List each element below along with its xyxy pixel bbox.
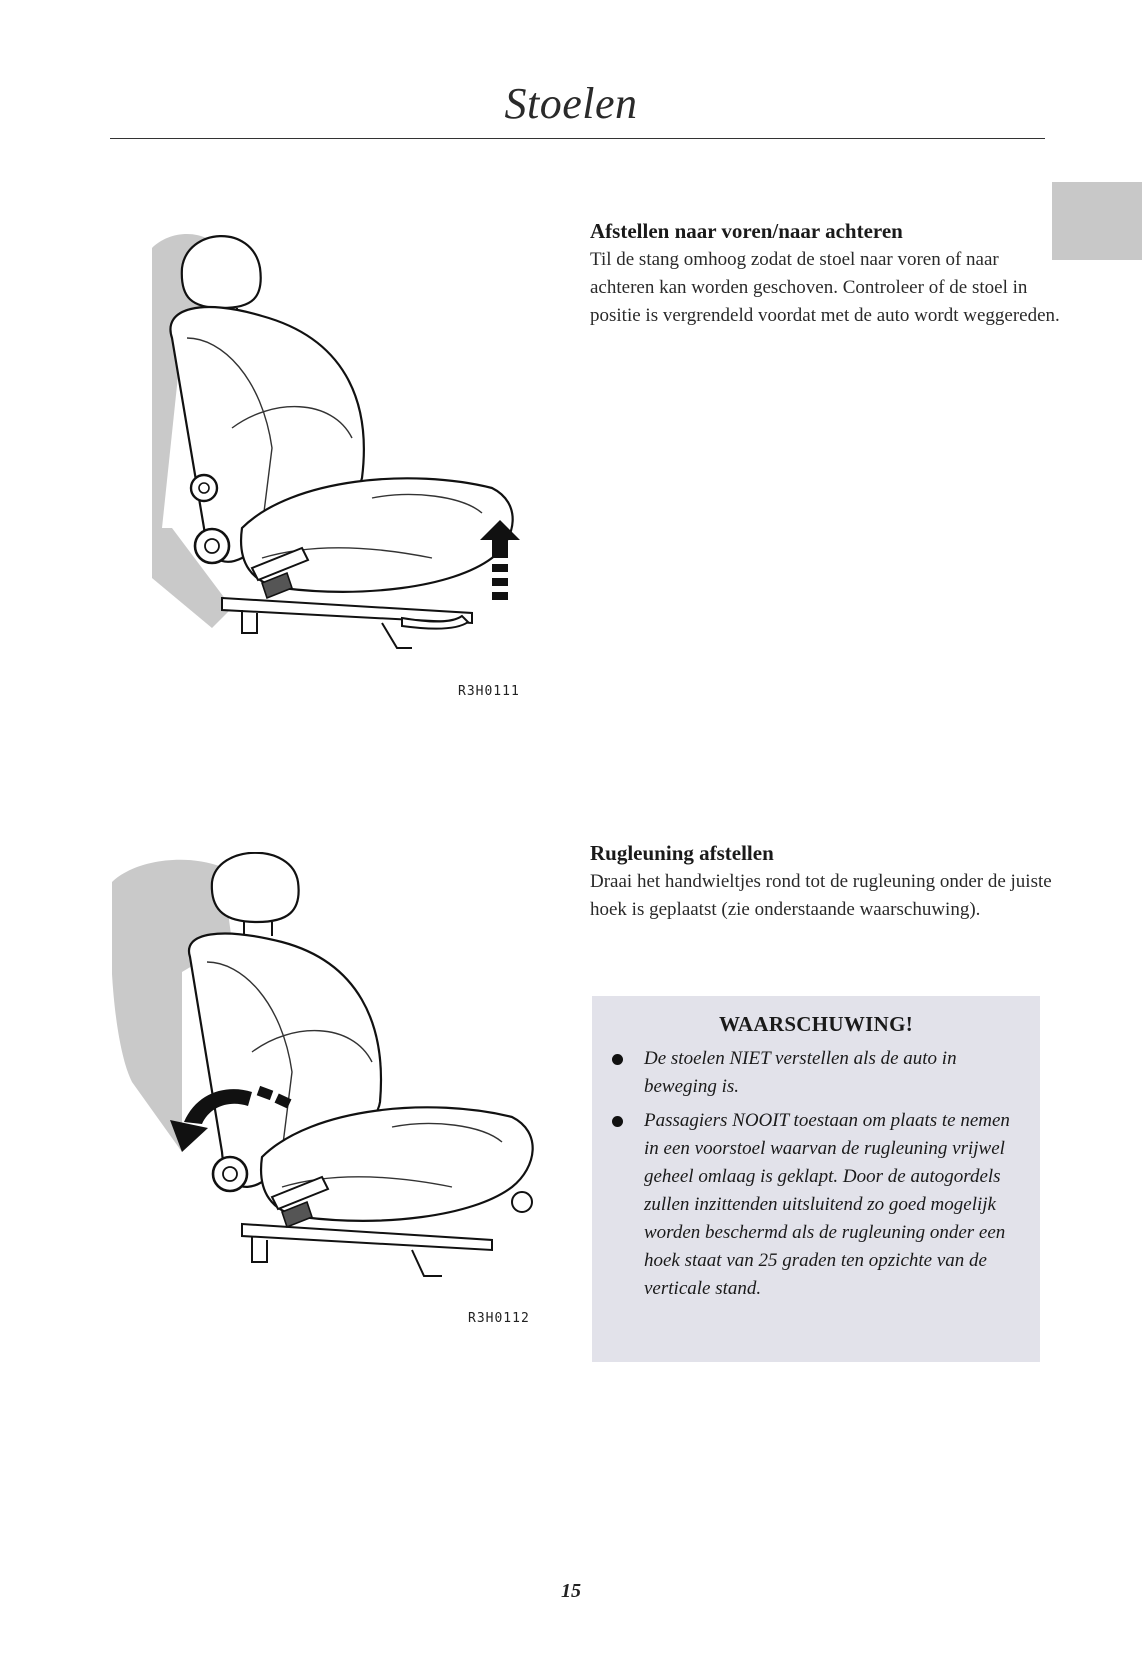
section-heading: Rugleuning afstellen — [590, 841, 774, 865]
page-number: 15 — [561, 1580, 581, 1602]
recline-wheel-icon — [213, 1157, 247, 1191]
warning-title: WAARSCHUWING! — [718, 1012, 914, 1036]
page-title: Stoelen — [504, 79, 638, 128]
section-heading: Afstellen naar voren/naar achteren — [590, 219, 903, 243]
headrest — [212, 853, 299, 922]
section-body: Draai het handwieltjes rond tot de rugleuning onder de juiste hoek is geplaatst (zie onderstaande waarschuwing). — [590, 871, 1052, 920]
bullet-icon — [612, 1054, 623, 1065]
section-tab — [1052, 182, 1142, 260]
seat-slide-illustration — [112, 228, 542, 708]
section-slide — [590, 218, 1060, 330]
title-rule — [110, 138, 1045, 139]
figure-code: R3H0111 — [458, 684, 520, 699]
warning-item-text: Passagiers NOOIT toestaan om plaats te nemen in een voorstoel waarvan de rugleuning vrijwel geheel omlaag is geklapt. Door de autogordels zullen inzittenden uitsluitend zo goed mogelijk worden beschermd als de rugleuning onder een hoek staat van 25 graden ten opzichte van de verticale stand. — [644, 1110, 1010, 1299]
seat-recline-illustration — [112, 852, 552, 1342]
bullet-icon — [612, 1116, 623, 1127]
warning-list — [610, 1045, 1022, 1303]
warning-item — [610, 1107, 1022, 1303]
figure-code: R3H0112 — [468, 1311, 530, 1326]
seat-rail — [242, 1224, 492, 1250]
headrest — [182, 236, 261, 308]
recline-wheel-icon — [195, 529, 229, 563]
warning-item-text: De stoelen NIET verstellen als de auto in beweging is. — [644, 1048, 957, 1097]
section-body: Til de stang omhoog zodat de stoel naar voren of naar achteren kan worden geschoven. Controleer of de stoel in positie is vergrendeld voordat met de auto wordt weggereden. — [590, 249, 1060, 326]
warning-box — [592, 996, 1040, 1362]
warning-item — [610, 1045, 1022, 1101]
seat-rail — [222, 598, 472, 623]
recline-knob-icon — [191, 475, 217, 501]
section-recline — [590, 840, 1060, 924]
